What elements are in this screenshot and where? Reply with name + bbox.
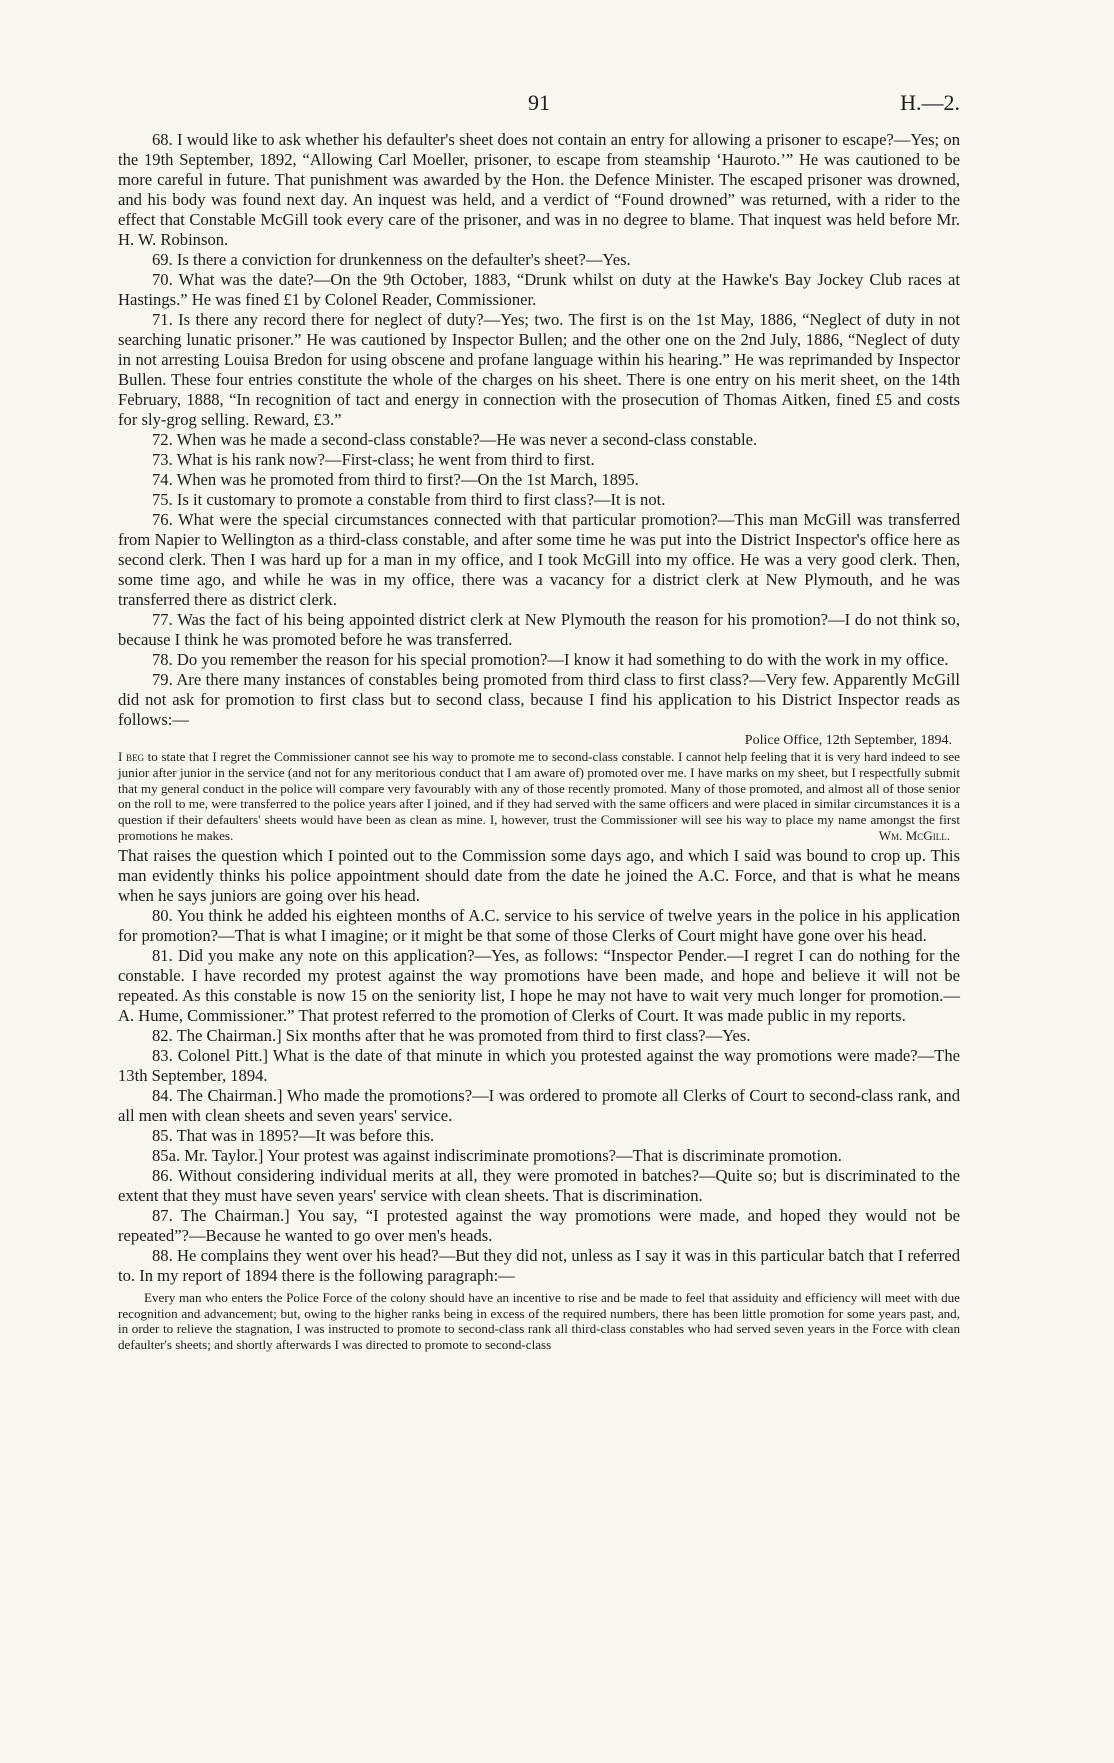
paragraph-78: 78. Do you remember the reason for his special promotion?—I know it had something to do with the work in my office. xyxy=(152,650,949,669)
letter-opening: I beg xyxy=(118,749,144,764)
paragraph-77: 77. Was the fact of his being appointed district clerk at New Plymouth the reason for his promotion?—I do not think so, because I think he was promoted before he was transferred. xyxy=(118,610,960,649)
paragraph-68: 68. I would like to ask whether his defaulter's sheet does not contain an entry for allowing a prisoner to escape?—Yes; on the 19th September, 1892, “Allowing Carl Moeller, prisoner, to escape from steamship ‘Hauroto.’” He was cautioned to be more careful in future. That punishment was awarded by the Hon. the Defence Minister. The escaped prisoner was drowned, and his body was found next day. An inquest was held, and a verdict of “Found drowned” was returned, with a rider to the effect that Constable McGill took every care of the prisoner, and was in no degree to blame. That inquest was held before Mr. H. W. Robinson. xyxy=(118,130,960,249)
paragraph-69: 69. Is there a conviction for drunkenness on the defaulter's sheet?—Yes. xyxy=(152,250,631,269)
paragraph-76: 76. What were the special circumstances connected with that particular promotion?—This man McGill was transferred from Napier to Wellington as a third-class constable, and after some time he was put into the District Inspector's office here as second clerk. Then I was hard up for a man in my office, and I took McGill into my office. He was a very good clerk. Then, some time ago, and while he was in my office, there was a vacancy for a district clerk at New Plymouth, and he was transferred there as district clerk. xyxy=(118,510,960,609)
paragraph-75: 75. Is it customary to promote a constable from third to first class?—It is not. xyxy=(152,490,666,509)
paragraph-84: 84. The Chairman.] Who made the promotions?—I was ordered to promote all Clerks of Court to second-class rank, and all men with clean sheets and seven years' service. xyxy=(118,1085,960,1125)
paragraph-74: 74. When was he promoted from third to first?—On the 1st March, 1895. xyxy=(152,470,639,489)
paragraph-73: 73. What is his rank now?—First-class; he went from third to first. xyxy=(152,450,595,469)
letter-heading: Police Office, 12th September, 1894. xyxy=(744,733,952,748)
paragraph-83: 83. Colonel Pitt.] What is the date of that minute in which you protested against the way promotions were made?—The 13th September, 1894. xyxy=(118,1045,960,1085)
page-header xyxy=(118,90,960,130)
paragraph-70: 70. What was the date?—On the 9th October, 1883, “Drunk whilst on duty at the Hawke's Bay Jockey Club races at Hastings.” He was fined £1 by Colonel Reader, Commissioner. xyxy=(118,270,960,309)
paragraph-85a: 85a. Mr. Taylor.] Your protest was against indiscriminate promotions?—That is discriminate promotion. xyxy=(152,1145,842,1165)
paragraph-85: 85. That was in 1895?—It was before this. xyxy=(152,1125,435,1145)
paragraph-80: 80. You think he added his eighteen months of A.C. service to his service of twelve years in the police in his application for promotion?—That is what I imagine; or it might be that some of those Clerks of Court might have gone over his head. xyxy=(118,905,960,945)
letter-signature: Wm. McGill. xyxy=(878,827,950,843)
paragraph-79: 79. Are there many instances of constables being promoted from third class to first class?—Very few. Apparently McGill did not ask for promotion to first class but to second class, because I find his application to his District Inspector reads as follows:— xyxy=(118,670,960,729)
document-page xyxy=(118,90,960,1353)
paragraph-87: 87. The Chairman.] You say, “I protested against the way promotions were made, and hoped they would not be repeated”?—Because he wanted to go over men's heads. xyxy=(118,1205,960,1245)
paragraph-71: 71. Is there any record there for neglect of duty?—Yes; two. The first is on the 1st May, 1886, “Neglect of duty in not searching lunatic prisoner.” He was cautioned by Inspector Bullen; and the other one on the 2nd July, 1886, “Neglect of duty in not arresting Louisa Bredon for using obscene and profane language within his hearing.” He was reprimanded by Inspector Bullen. These four entries constitute the whole of the charges on his sheet. There is one entry on his merit sheet, on the 14th February, 1888, “In recognition of tact and energy in connection with the prosecution of Thomas Aitken, fined £5 and costs for sly-grog selling. Reward, £3.” xyxy=(118,310,960,429)
testimony-body xyxy=(118,130,960,1353)
letter-text: to state that I regret the Commissioner cannot see his way to promote me to second-class constable. I cannot help feeling that it is very hard indeed to see junior after junior in the service (and not for any meritorious conduct that I am aware of) promoted over me. I have marks on my sheet, but I respectfully submit that my general conduct in the police will compare very favourably with any of those recently promoted. Many of those promoted, and almost all of those senior on the roll to me, were transferred to the police years after I joined, and if they had served with the same officers and were placed in similar circumstances it is a question if their defaulters' sheets would have been as clean as mine. I, however, trust the Commissioner will see his way to place my name amongst the first promotions he makes. xyxy=(118,749,960,843)
page-number: 91 xyxy=(528,90,550,115)
paragraph-88: 88. He complains they went over his head?—But they did not, unless as I say it was in this particular batch that I referred to. In my report of 1894 there is the following paragraph:— xyxy=(118,1245,960,1285)
paragraph-81: 81. Did you make any note on this application?—Yes, as follows: “Inspector Pender.—I regret I can do nothing for the constable. I have recorded my protest against the way promotions have been made, and hope and believe it will not be repeated. As this constable is now 15 on the seniority list, I hope he may not have to wait very much longer for promotion.—A. Hume, Commissioner.” That protest referred to the promotion of Clerks of Court. It was made public in my reports. xyxy=(118,945,960,1025)
paragraph-86: 86. Without considering individual merits at all, they were promoted in batches?—Quite so; but is discriminated to the extent that they must have seven years' service with clean sheets. That is discrimination. xyxy=(118,1165,960,1205)
paragraph-72: 72. When was he made a second-class constable?—He was never a second-class constable. xyxy=(152,430,758,449)
paragraph-82: 82. The Chairman.] Six months after that he was promoted from third to first class?—Yes. xyxy=(152,1025,751,1045)
paragraph-79-continued: That raises the question which I pointed out to the Commission some days ago, and which I said was bound to crop up. This man evidently thinks his police appointment should date from the date he joined the A.C. Force, and that is what he means when he says juniors are going over his head. xyxy=(118,845,960,905)
report-excerpt: Every man who enters the Police Force of the colony should have an incentive to rise and be made to feel that assiduity and efficiency will meet with due recognition and advancement; but, owing to the higher ranks being in excess of the required numbers, there has been little promotion for some years past, and, in order to relieve the stagnation, I was instructed to promote to second-class rank all third-class constables who had served seven years in the Force with clean defaulter's sheets; and shortly afterwards I was directed to promote to second-class xyxy=(118,1289,960,1353)
document-reference: H.—2. xyxy=(900,90,960,115)
quoted-letter xyxy=(118,732,960,844)
